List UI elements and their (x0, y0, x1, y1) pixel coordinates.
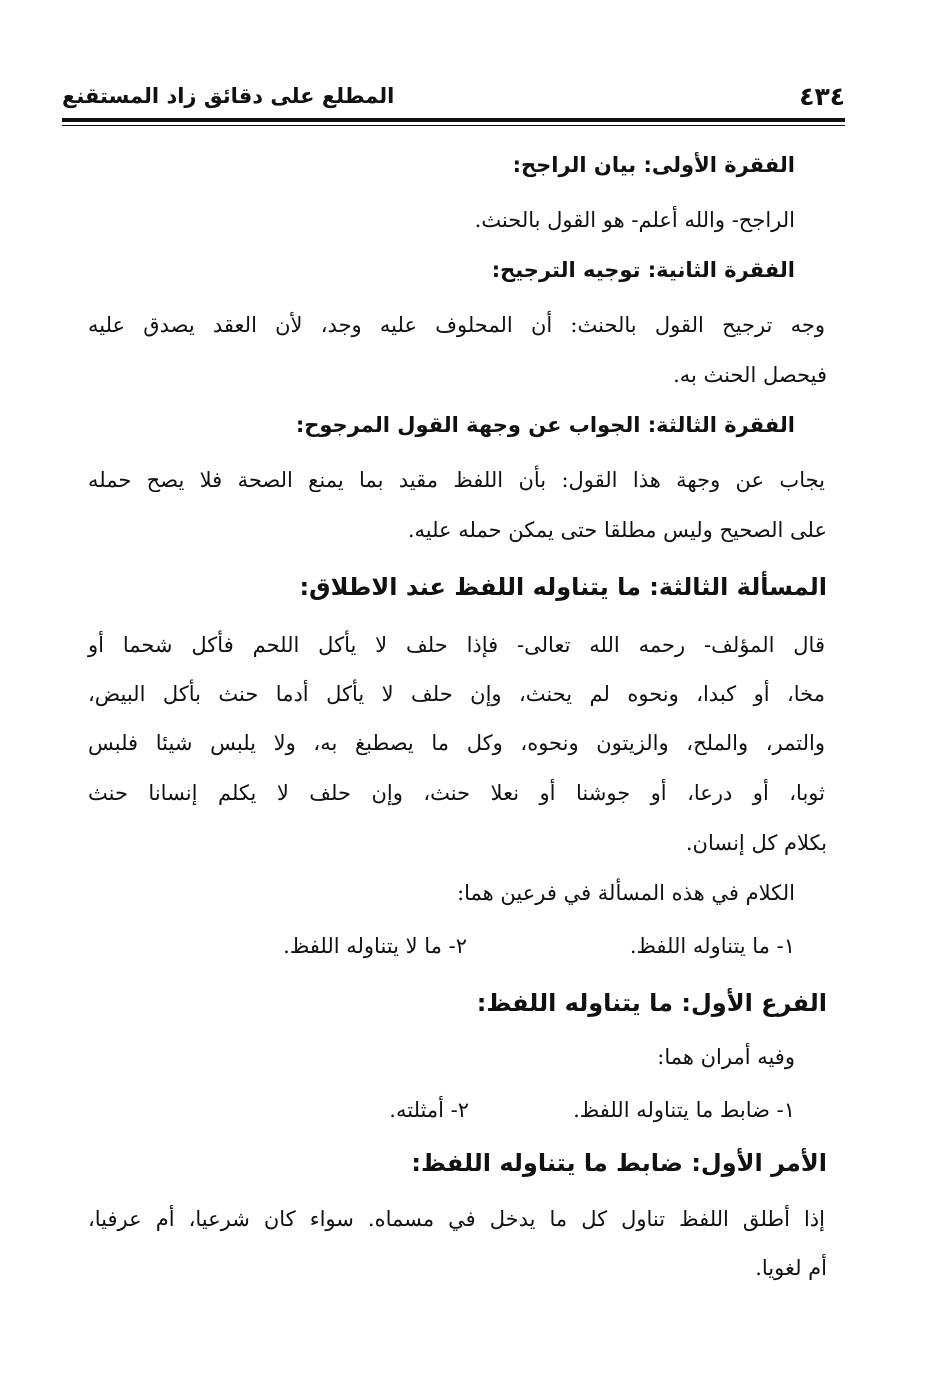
section-heading-third-issue: المسألة الثالثة: ما يتناوله اللفظ عند الاطلاق: (299, 573, 827, 601)
paragraph-line: وجه ترجيح القول بالحنث: أن المحلوف عليه وجد، لأن العقد يصدق عليه (88, 313, 825, 337)
heading-second-paragraph: الفقرة الثانية: توجيه الترجيح: (491, 258, 795, 282)
page-number: ٤٣٤ (799, 82, 845, 111)
paragraph-line: وفيه أمران هما: (657, 1045, 795, 1069)
paragraph-line: الراجح- والله أعلم- هو القول بالحنث. (474, 208, 795, 232)
list-item: ٢- أمثلته. (389, 1098, 469, 1122)
heading-third-paragraph: الفقرة الثالثة: الجواب عن وجهة القول المرجوح: (295, 413, 795, 437)
quote-line: قال المؤلف- رحمه الله تعالى- فإذا حلف لا يأكل اللحم فأكل شحما أو (88, 633, 825, 657)
paragraph-line: الكلام في هذه المسألة في فرعين هما: (457, 881, 795, 905)
heading-first-matter: الأمر الأول: ضابط ما يتناوله اللفظ: (411, 1149, 827, 1177)
header-rule-thin (62, 125, 845, 126)
quote-line: بكلام كل إنسان. (685, 831, 827, 855)
heading-first-branch: الفرع الأول: ما يتناوله اللفظ: (476, 989, 827, 1017)
list-item: ١- ضابط ما يتناوله اللفظ. (573, 1098, 795, 1122)
paragraph-line: إذا أطلق اللفظ تناول كل ما يدخل في مسماه. سواء كان شرعيا، أم عرفيا، (88, 1207, 825, 1231)
list-item: ١- ما يتناوله اللفظ. (629, 934, 795, 958)
quote-line: والتمر، والملح، والزيتون ونحوه، وكل ما يصطبغ به، ولا يلبس شيئا فلبس (88, 731, 825, 755)
header-rule-thick (62, 118, 845, 122)
paragraph-line: يجاب عن وجهة هذا القول: بأن اللفظ مقيد بما يمنع الصحة فلا يصح حمله (88, 468, 825, 492)
running-header (62, 82, 845, 122)
list-item: ٢- ما لا يتناوله اللفظ. (283, 934, 467, 958)
paragraph-line: أم لغويا. (755, 1256, 827, 1280)
book-title: المطلع على دقائق زاد المستقنع (62, 84, 395, 108)
paragraph-line: على الصحيح وليس مطلقا حتى يمكن حمله عليه. (407, 518, 827, 542)
quote-line: ثوبا، أو درعا، أو جوشنا أو نعلا حنث، وإن حلف لا يكلم إنسانا حنث (88, 781, 825, 805)
paragraph-line: فيحصل الحنث به. (673, 363, 827, 387)
quote-line: مخا، أو كبدا، ونحوه لم يحنث، وإن حلف لا يأكل أدما حنث بأكل البيض، (88, 682, 825, 706)
heading-first-paragraph: الفقرة الأولى: بيان الراجح: (512, 153, 795, 177)
